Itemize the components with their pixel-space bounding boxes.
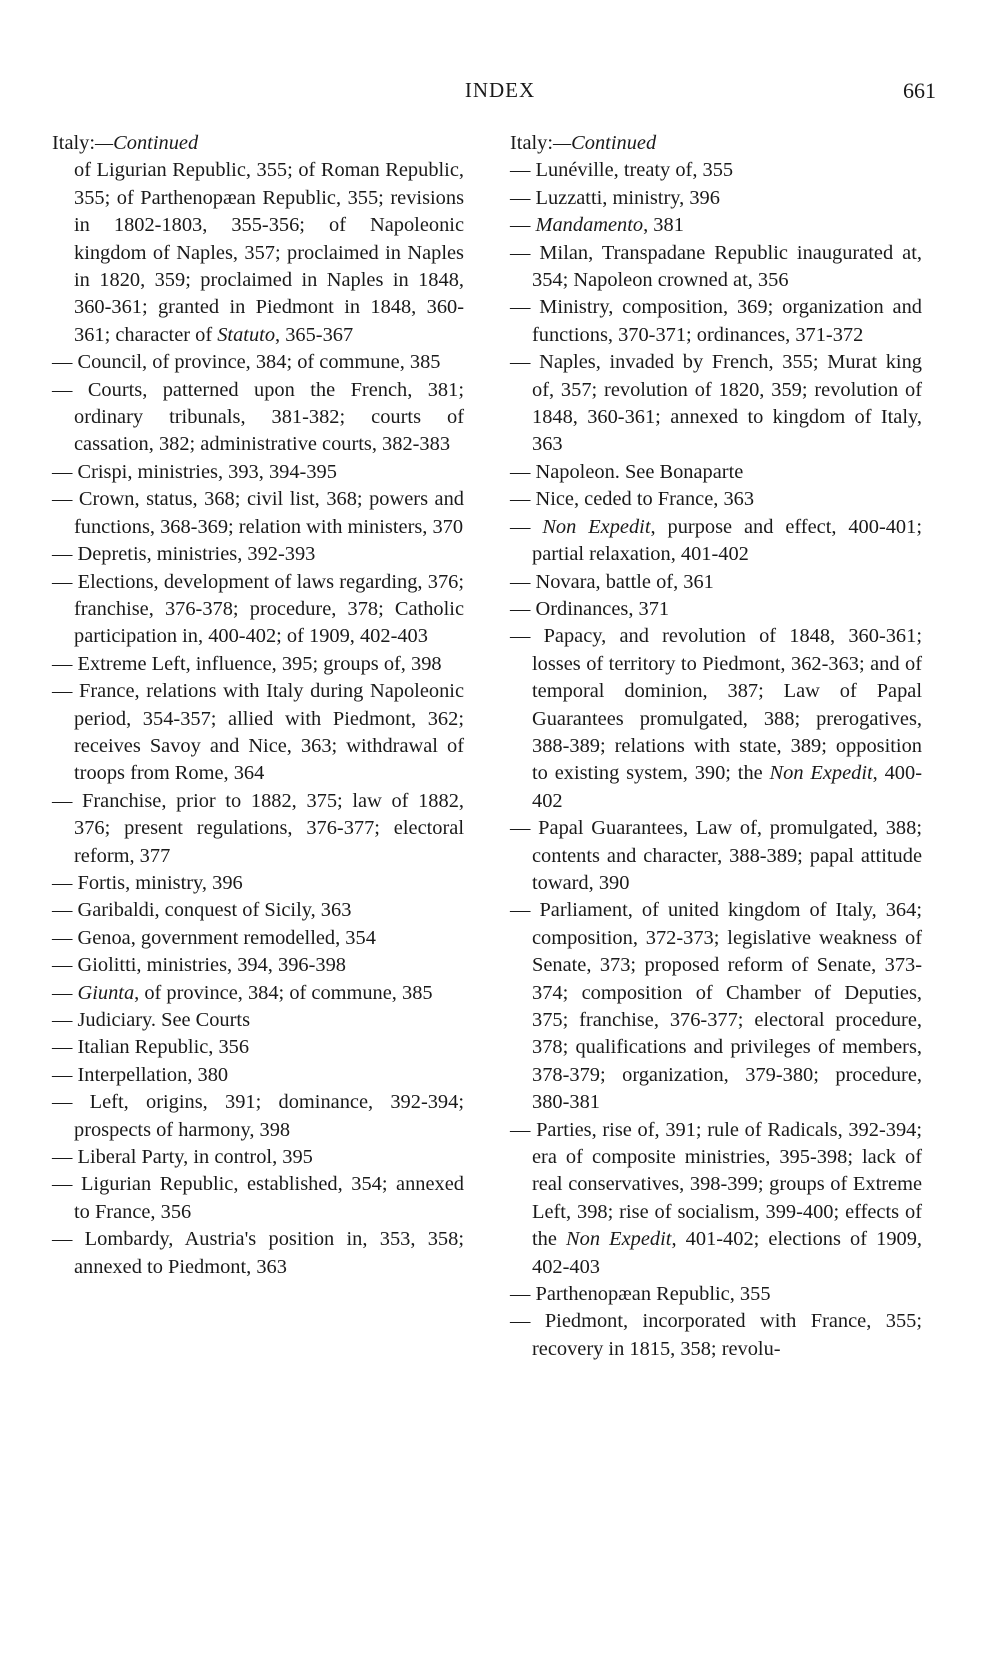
index-entry [52, 651, 464, 678]
entry-text: — Papacy, and revolution of 1848, 360-361; losses of territory to Piedmont, 362-363; and of temporal dominion, 387; Law of Papal Guarantees promulgated, 388; prerogatives, 388-389; relations with state, 389; opposition to existing system, 390; the [510, 625, 922, 785]
entry-text: , 381 [643, 214, 684, 237]
entry-italic-text: Statuto [217, 323, 276, 346]
index-entry [510, 569, 922, 596]
index-entry [510, 459, 922, 486]
index-entry [52, 541, 464, 568]
index-entry [510, 486, 922, 513]
entry-text: , 401-402; elections of 1909, 402-403 [532, 1228, 923, 1278]
index-entry [52, 486, 464, 541]
entry-text: — Nice, ceded to France, 363 [510, 488, 755, 511]
index-entry [510, 815, 922, 897]
entry-text: — Naples, invaded by French, 355; Murat king of, 357; revolution of 1820, 359; revolution of 1848, 360-361; annexed to kingdom of Italy, 363 [510, 351, 922, 456]
page-header [0, 78, 1000, 108]
index-entry [510, 157, 922, 184]
entry-text: — Luzzatti, ministry, 396 [510, 186, 720, 209]
index-entry [510, 1117, 922, 1281]
entry-text: — Garibaldi, conquest of Sicily, 363 [52, 899, 352, 922]
left-entries [52, 157, 464, 1281]
index-entry [52, 1034, 464, 1061]
heading-continued: —Continued [95, 132, 199, 154]
index-entry [510, 212, 922, 239]
index-entry [510, 185, 922, 212]
heading-term: Italy: [510, 132, 554, 154]
entry-text: — Ordinances, 371 [510, 597, 670, 620]
index-entry [510, 294, 922, 349]
entry-text: — Parliament, of united kingdom of Italy, 364; composition, 372-373; legislative weakness of Senate, 373; proposed reform of Senate, 373-374; composition of Chamber of Deputies, 375; franchise, 376-377; electoral procedure, 378; qualifications and privileges of members, 378-379; organization, 379-380; procedure, 380-381 [510, 899, 922, 1114]
entry-text: — Council, of province, 384; of commune, 385 [52, 351, 441, 374]
index-entry [510, 1308, 922, 1363]
index-entry [52, 1089, 464, 1144]
entry-text: — Ligurian Republic, established, 354; annexed to France, 356 [52, 1173, 464, 1223]
entry-text: , 365-367 [275, 323, 354, 346]
entry-text: — Liberal Party, in control, 395 [52, 1146, 313, 1169]
entry-text: — Extreme Left, influence, 395; groups of, 398 [52, 652, 442, 675]
entry-text: — Parties, rise of, 391; rule of Radicals, 392-394; era of composite ministries, 395-398; lack of real conservatives, 398-399; groups of Extreme Left, 398; rise of socialism, 399-400; effects of the [510, 1118, 922, 1251]
left-column [52, 130, 464, 1281]
index-entry [510, 1281, 922, 1308]
entry-text: — [52, 981, 78, 1004]
entry-text: — Depretis, ministries, 392-393 [52, 543, 316, 566]
entry-text: — Papal Guarantees, Law of, promulgated, 388; contents and character, 388-389; papal attitude toward, 390 [510, 817, 922, 894]
entry-italic-text: Non Expedit [566, 1228, 672, 1251]
entry-text: — Piedmont, incorporated with France, 355; recovery in 1815, 358; revolu- [510, 1310, 922, 1360]
column-heading [52, 130, 464, 157]
entry-text: , 400-402 [532, 762, 922, 812]
index-entry [510, 596, 922, 623]
entry-text: — Franchise, prior to 1882, 375; law of 1882, 376; present regulations, 376-377; electoral reform, 377 [52, 789, 464, 867]
entry-text: — Judiciary. See Courts [52, 1009, 251, 1031]
entry-italic-text: Non Expedit [542, 515, 651, 538]
heading-continued: —Continued [553, 132, 657, 154]
index-entry [52, 1007, 464, 1034]
entry-text: — Giolitti, ministries, 394, 396-398 [52, 954, 346, 977]
entry-text: — Crispi, ministries, 393, 394-395 [52, 460, 337, 483]
entry-text: — France, relations with Italy during Napoleonic period, 354-357; allied with Piedmont, 362; receives Savoy and Nice, 363; withdrawal of troops from Rome, 364 [52, 680, 464, 785]
index-entry [52, 925, 464, 952]
index-entry [52, 870, 464, 897]
right-column [510, 130, 922, 1363]
index-entry [52, 952, 464, 979]
entry-italic-text: Non Expedit [769, 762, 873, 785]
index-entry [52, 788, 464, 870]
column-heading [510, 130, 922, 157]
entry-text: — Fortis, ministry, 396 [52, 871, 243, 894]
entry-text: of Ligurian Republic, 355; of Roman Republic, 355; of Parthenopæan Republic, 355; revisions in 1802-1803, 355-356; of Napoleonic kingdom of Naples, 357; proclaimed in Naples in 1820, 359; proclaimed in Naples in 1848, 360-361; granted in Piedmont in 1848, 360-361; character of [74, 159, 464, 346]
entry-text: — Italian Republic, 356 [52, 1036, 250, 1059]
entry-text: — Genoa, government remodelled, 354 [52, 926, 376, 949]
index-entry [52, 1171, 464, 1226]
index-entry [52, 678, 464, 788]
index-entry [52, 980, 464, 1007]
entry-text: — Ministry, composition, 369; organization and functions, 370-371; ordinances, 371-372 [510, 296, 922, 346]
entry-text: , of province, 384; of commune, 385 [134, 981, 433, 1004]
entry-text: — Novara, battle of, 361 [510, 570, 714, 593]
right-entries [510, 157, 922, 1363]
heading-term: Italy: [52, 132, 96, 154]
index-entry [510, 240, 922, 295]
index-entry [52, 1144, 464, 1171]
entry-italic-text: Giunta [77, 981, 135, 1004]
index-entry [52, 459, 464, 486]
index-entry [52, 349, 464, 376]
entry-text: — Napoleon. See Bonaparte [510, 460, 744, 483]
index-entry [510, 349, 922, 459]
entry-text: — Left, origins, 391; dominance, 392-394; prospects of harmony, 398 [52, 1091, 464, 1141]
entry-italic-text: Mandamento [535, 214, 644, 237]
entry-text: , purpose and effect, 400-401; partial relaxation, 401-402 [532, 515, 922, 566]
entry-text: — Parthenopæan Republic, 355 [510, 1283, 771, 1306]
entry-text: — [510, 214, 536, 237]
index-entry [52, 377, 464, 459]
entry-text: — Elections, development of laws regarding, 376; franchise, 376-378; procedure, 378; Catholic participation in, 400-402; of 1909, 402-403 [52, 570, 464, 648]
index-entry [510, 623, 922, 815]
entry-text: — Courts, patterned upon the French, 381; ordinary tribunals, 381-382; courts of cassation, 382; administrative courts, 382-383 [52, 378, 464, 456]
page-title: INDEX [464, 78, 536, 102]
index-entry [52, 157, 464, 349]
entry-text: — Crown, status, 368; civil list, 368; powers and functions, 368-369; relation with ministers, 370 [52, 488, 464, 538]
index-entry [52, 1226, 464, 1281]
entry-text: — Lunéville, treaty of, 355 [510, 159, 734, 182]
index-entry [52, 1062, 464, 1089]
entry-text: — Lombardy, Austria's position in, 353, 358; annexed to Piedmont, 363 [52, 1228, 464, 1278]
page-number: 661 [903, 78, 936, 103]
entry-text: — [510, 515, 543, 538]
index-entry [52, 569, 464, 651]
entry-text: — Interpellation, 380 [52, 1063, 229, 1086]
entry-text: — Milan, Transpadane Republic inaugurated at, 354; Napoleon crowned at, 356 [510, 241, 922, 292]
index-entry [510, 514, 922, 569]
index-entry [510, 897, 922, 1116]
index-entry [52, 897, 464, 924]
